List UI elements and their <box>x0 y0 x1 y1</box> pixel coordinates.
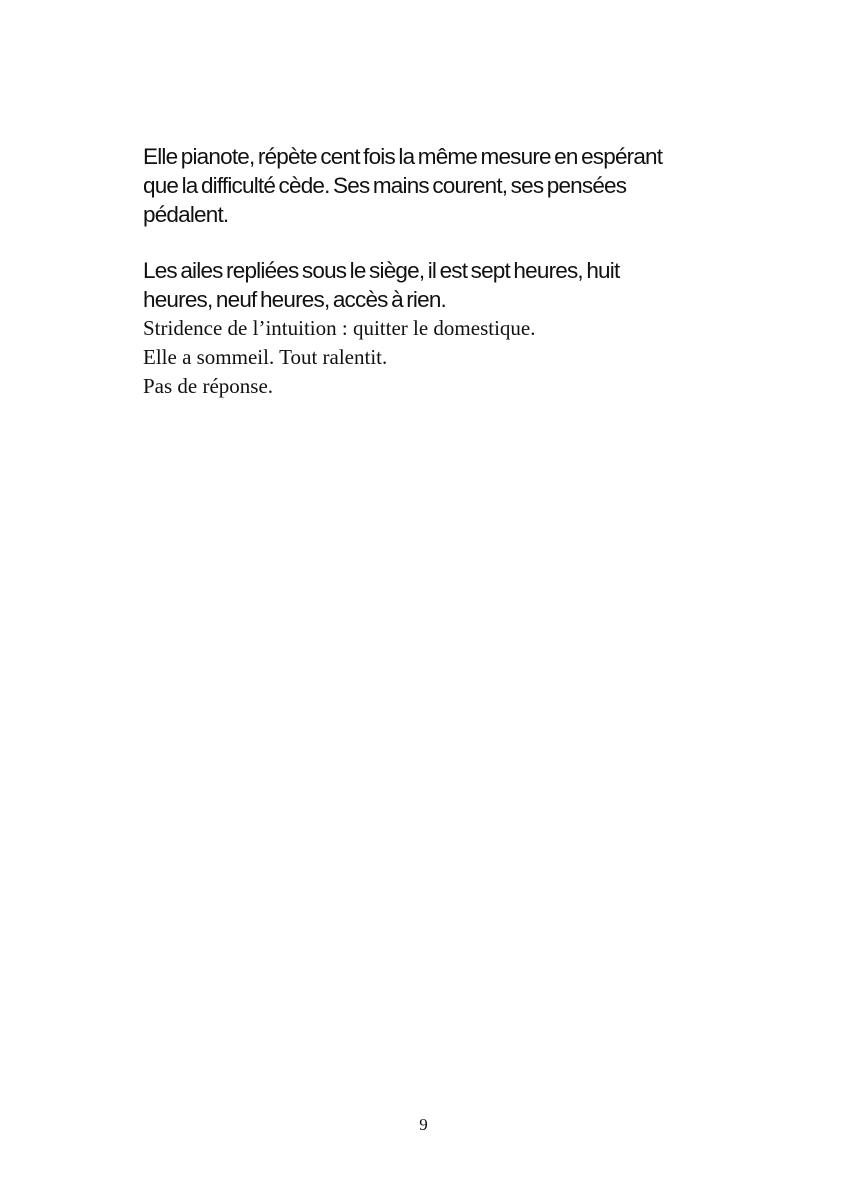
serif-line: Pas de réponse. <box>143 374 274 398</box>
paragraph-1 <box>143 142 743 229</box>
paragraph-line: que la difficulté cède. Ses mains courent, ses pensées <box>143 173 627 198</box>
paragraph-spacer <box>143 229 743 256</box>
serif-line: Elle a sommeil. Tout ralentit. <box>143 345 388 369</box>
paragraph-line: heures, neuf heures, accès à rien. <box>143 287 447 312</box>
text-block <box>143 142 743 401</box>
paragraph-2 <box>143 256 743 314</box>
page-number: 9 <box>419 1115 428 1134</box>
paragraph-line: Elle pianote, répète cent fois la même mesure en espérant <box>143 144 663 169</box>
paragraph-line: Les ailes repliées sous le siège, il est sept heures, huit <box>143 258 620 283</box>
paragraph-line: pédalent. <box>143 202 229 227</box>
serif-line: Stridence de l’intuition : quitter le domestique. <box>143 316 536 340</box>
